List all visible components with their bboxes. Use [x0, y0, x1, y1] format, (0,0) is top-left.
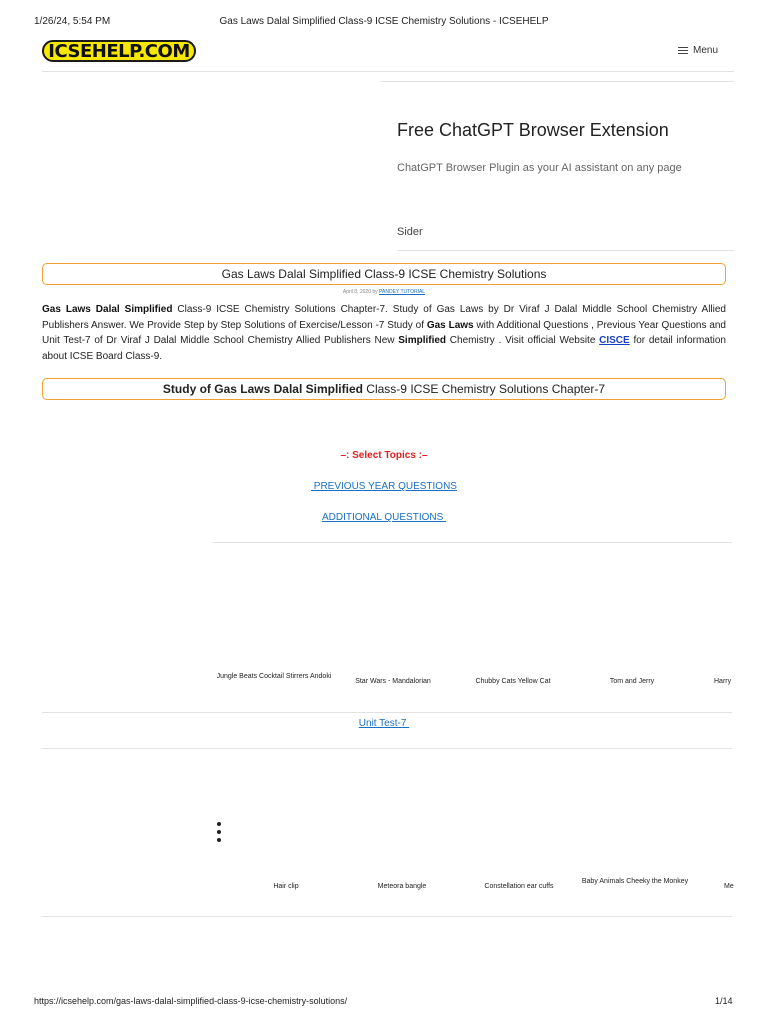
intro-bold-3: Simplified	[398, 335, 447, 347]
ad-row-1-bottom-divider	[42, 712, 732, 713]
intro-text-4: for detail information about ICSE Board Class-9.	[42, 335, 726, 363]
ad-brand[interactable]: Sider	[397, 226, 423, 238]
ad-product[interactable]: Baby Animals Cheeky the Monkey	[581, 878, 689, 885]
intro-bold-1: Gas Laws Dalal Simplified	[42, 304, 173, 315]
ad-product[interactable]: Chubby Cats Yellow Cat	[475, 678, 551, 685]
article-byline	[0, 289, 768, 295]
hamburger-icon	[678, 47, 688, 54]
intro-text-2: with Additional Questions , Previous Year Questions and Unit Test-7 of Dr Viraf J Dalal Middle School Chemistry Allied Publishers New	[42, 319, 726, 347]
cisce-link[interactable]: CISCE	[599, 335, 630, 347]
subheading-rest: Class-9 ICSE Chemistry Solutions Chapter-7	[362, 382, 606, 396]
ad-product[interactable]: Hair clip	[273, 883, 299, 890]
header-divider	[42, 71, 734, 72]
ad-product[interactable]: Tom and Jerry	[609, 678, 655, 685]
intro-text-1: Class-9 ICSE Chemistry Solutions Chapter-7. Study of Gas Laws by Dr Viraf J Dalal Middle School Chemistry Allied Publishers Answer. We Provide Step by Step Solutions of Exercise/Lesson -7 Study of	[42, 304, 726, 331]
ad-title[interactable]: Free ChatGPT Browser Extension	[397, 120, 669, 140]
ad-product[interactable]: Meteora bangle	[377, 883, 427, 890]
print-page-title: Gas Laws Dalal Simplified Class-9 ICSE Chemistry Solutions - ICSEHELP	[219, 16, 549, 27]
ad-subtitle: ChatGPT Browser Plugin as your AI assistant on any page	[397, 162, 682, 174]
ad-product[interactable]: Star Wars - Mandalorian	[355, 678, 431, 685]
previous-year-questions-link[interactable]: PREVIOUS YEAR QUESTIONS	[311, 481, 457, 492]
article-title: Gas Laws Dalal Simplified Class-9 ICSE Chemistry Solutions	[42, 263, 726, 285]
article-intro	[42, 302, 726, 365]
print-datetime: 1/26/24, 5:54 PM	[34, 16, 111, 27]
ad-row-1-top-divider	[213, 542, 732, 543]
menu-button[interactable]	[678, 45, 718, 56]
print-footer-url: https://icsehelp.com/gas-laws-dalal-simplified-class-9-icse-chemistry-solutions/	[34, 996, 348, 1006]
ad-product[interactable]: Harry	[714, 678, 732, 685]
ad-row-2-top-divider	[42, 748, 732, 749]
ad-product[interactable]: Jungle Beats Cocktail Stirrers Andoki	[216, 673, 332, 680]
chapter-subheading	[42, 378, 726, 400]
ad-bottom-divider	[397, 250, 734, 251]
more-options-icon[interactable]	[217, 822, 222, 846]
additional-questions-link[interactable]: ADDITIONAL QUESTIONS	[321, 512, 447, 523]
article-date: April 8, 2020 by	[342, 289, 380, 295]
site-logo[interactable]: ICSEHELP.COM	[42, 40, 196, 62]
ad-product[interactable]: Constellation ear cuffs	[484, 883, 554, 890]
intro-bold-2: Gas Laws	[426, 319, 474, 331]
subheading-bold: Study of Gas Laws Dalal Simplified	[162, 382, 363, 396]
unit-test-link[interactable]: Unit Test-7	[358, 718, 410, 729]
ad-top-divider	[381, 81, 734, 82]
intro-text-3: Chemistry . Visit official Website	[446, 335, 600, 347]
author-link[interactable]: PANDEY TUTORIAL	[379, 289, 426, 295]
select-topics-heading: –: Select Topics :–	[340, 450, 428, 461]
ad-product[interactable]: Me	[724, 883, 734, 890]
menu-label: Menu	[693, 45, 719, 56]
ad-row-2-bottom-divider	[42, 916, 732, 917]
print-page-number: 1/14	[715, 996, 733, 1006]
